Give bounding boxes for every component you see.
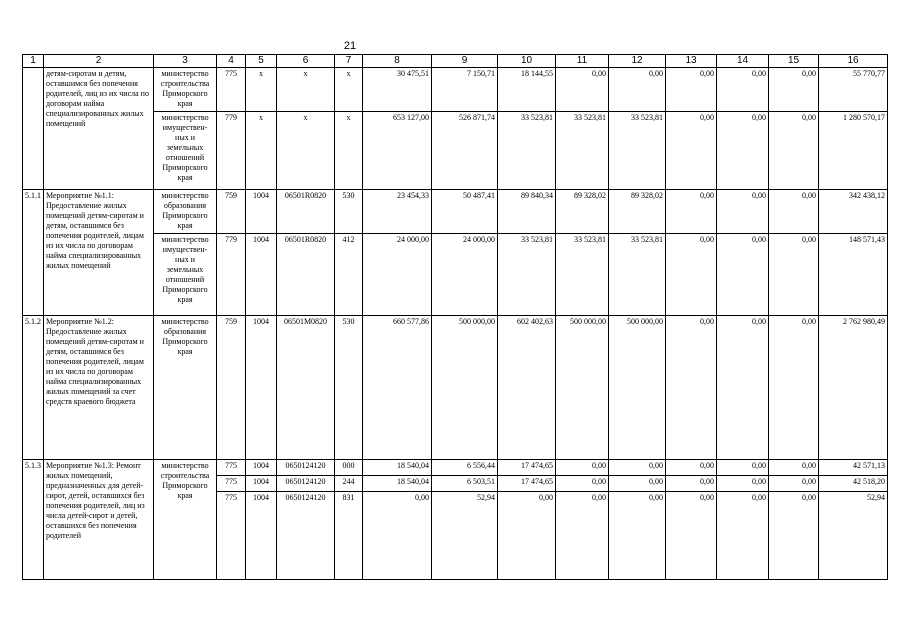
column-header: 16 xyxy=(819,55,888,68)
column-header: 12 xyxy=(609,55,666,68)
cell-c6: х xyxy=(277,68,335,112)
cell-c16: 2 762 980,49 xyxy=(819,316,888,460)
cell-c9: 24 000,00 xyxy=(432,234,498,316)
cell-c14: 0,00 xyxy=(717,68,769,112)
cell-c5: 1004 xyxy=(246,492,277,580)
cell-c5: 1004 xyxy=(246,190,277,234)
cell-c13: 0,00 xyxy=(666,492,717,580)
cell-c6: 06501R0820 xyxy=(277,190,335,234)
cell-c9: 52,94 xyxy=(432,492,498,580)
measure-name: детям-сиротам и детям, оставшимся без попечения родителей, лиц из их числа по договорам найма специализированных жилых помещений xyxy=(44,68,154,190)
cell-c14: 0,00 xyxy=(717,492,769,580)
cell-c16: 342 438,12 xyxy=(819,190,888,234)
cell-c7: 530 xyxy=(335,316,363,460)
cell-c14: 0,00 xyxy=(717,476,769,492)
cell-c15: 0,00 xyxy=(769,476,819,492)
cell-c8: 0,00 xyxy=(363,492,432,580)
cell-c12: 500 000,00 xyxy=(609,316,666,460)
cell-c8: 18 540,04 xyxy=(363,460,432,476)
cell-c4: 775 xyxy=(217,476,246,492)
cell-c9: 6 503,51 xyxy=(432,476,498,492)
organization: министерство строительства Приморского края xyxy=(154,460,217,580)
cell-c12: 33 523,81 xyxy=(609,112,666,190)
cell-c15: 0,00 xyxy=(769,68,819,112)
cell-c6: 0650124120 xyxy=(277,460,335,476)
cell-c13: 0,00 xyxy=(666,112,717,190)
column-header: 6 xyxy=(277,55,335,68)
column-header: 7 xyxy=(335,55,363,68)
cell-c12: 0,00 xyxy=(609,68,666,112)
cell-c14: 0,00 xyxy=(717,460,769,476)
measure-name: Мероприятие №1.2: Предоставление жилых помещений детям-сиротам и детям, оставшимся без попечения родителей, лицам из их числа по договорам найма специализированных жилых помещений за счет средств краевого бюджета xyxy=(44,316,154,460)
cell-c5: 1004 xyxy=(246,476,277,492)
cell-c9: 7 150,71 xyxy=(432,68,498,112)
cell-c16: 148 571,43 xyxy=(819,234,888,316)
column-header: 2 xyxy=(44,55,154,68)
cell-c9: 6 556,44 xyxy=(432,460,498,476)
cell-c9: 500 000,00 xyxy=(432,316,498,460)
cell-c8: 660 577,86 xyxy=(363,316,432,460)
cell-c5: 1004 xyxy=(246,234,277,316)
cell-c4: 759 xyxy=(217,190,246,234)
organization: министерство образования Приморского края xyxy=(154,316,217,460)
column-header: 9 xyxy=(432,55,498,68)
column-header: 13 xyxy=(666,55,717,68)
budget-table xyxy=(22,54,888,580)
cell-c4: 779 xyxy=(217,112,246,190)
cell-c10: 17 474,65 xyxy=(498,460,556,476)
cell-c8: 653 127,00 xyxy=(363,112,432,190)
cell-c13: 0,00 xyxy=(666,460,717,476)
cell-c5: 1004 xyxy=(246,316,277,460)
cell-c11: 0,00 xyxy=(556,492,609,580)
cell-c12: 89 328,02 xyxy=(609,190,666,234)
column-header: 4 xyxy=(217,55,246,68)
column-header: 8 xyxy=(363,55,432,68)
cell-c13: 0,00 xyxy=(666,316,717,460)
column-header: 5 xyxy=(246,55,277,68)
cell-c11: 89 328,02 xyxy=(556,190,609,234)
cell-c13: 0,00 xyxy=(666,476,717,492)
table-row xyxy=(23,460,888,476)
column-header-row xyxy=(23,55,888,68)
cell-c14: 0,00 xyxy=(717,190,769,234)
cell-c11: 500 000,00 xyxy=(556,316,609,460)
cell-c8: 18 540,04 xyxy=(363,476,432,492)
cell-c16: 52,94 xyxy=(819,492,888,580)
cell-c10: 18 144,55 xyxy=(498,68,556,112)
cell-c7: 244 xyxy=(335,476,363,492)
organization: министерство имуществен-ных и земельных отношений Приморского края xyxy=(154,234,217,316)
cell-c11: 33 523,81 xyxy=(556,234,609,316)
cell-c16: 42 571,13 xyxy=(819,460,888,476)
cell-c16: 55 770,77 xyxy=(819,68,888,112)
cell-c11: 0,00 xyxy=(556,68,609,112)
cell-c8: 23 454,33 xyxy=(363,190,432,234)
cell-c10: 33 523,81 xyxy=(498,112,556,190)
cell-c8: 24 000,00 xyxy=(363,234,432,316)
cell-c15: 0,00 xyxy=(769,316,819,460)
column-header: 15 xyxy=(769,55,819,68)
cell-c9: 50 487,41 xyxy=(432,190,498,234)
page-number: 21 xyxy=(343,40,357,52)
cell-c7: х xyxy=(335,112,363,190)
cell-c4: 759 xyxy=(217,316,246,460)
cell-c6: 06501R0820 xyxy=(277,234,335,316)
cell-c12: 0,00 xyxy=(609,492,666,580)
cell-c7: 000 xyxy=(335,460,363,476)
cell-c6: 0650124120 xyxy=(277,476,335,492)
cell-c4: 775 xyxy=(217,68,246,112)
cell-c12: 33 523,81 xyxy=(609,234,666,316)
cell-c15: 0,00 xyxy=(769,460,819,476)
cell-c14: 0,00 xyxy=(717,316,769,460)
row-number xyxy=(23,68,44,190)
cell-c4: 775 xyxy=(217,460,246,476)
measure-name: Мероприятие №1.1: Предоставление жилых помещений детям-сиротам и детям, оставшимся без попечения родителей, лицам из их числа по договорам найма специализированных жилых помещений xyxy=(44,190,154,316)
cell-c11: 33 523,81 xyxy=(556,112,609,190)
cell-c10: 602 402,63 xyxy=(498,316,556,460)
cell-c6: 06501М0820 xyxy=(277,316,335,460)
cell-c8: 30 475,51 xyxy=(363,68,432,112)
cell-c5: 1004 xyxy=(246,460,277,476)
cell-c10: 0,00 xyxy=(498,492,556,580)
cell-c15: 0,00 xyxy=(769,492,819,580)
cell-c10: 17 474,65 xyxy=(498,476,556,492)
cell-c5: х xyxy=(246,68,277,112)
cell-c7: 530 xyxy=(335,190,363,234)
cell-c13: 0,00 xyxy=(666,68,717,112)
cell-c6: 0650124120 xyxy=(277,492,335,580)
cell-c5: х xyxy=(246,112,277,190)
cell-c11: 0,00 xyxy=(556,476,609,492)
cell-c9: 526 871,74 xyxy=(432,112,498,190)
table-row xyxy=(23,68,888,112)
cell-c11: 0,00 xyxy=(556,460,609,476)
organization: министерство имуществен-ных и земельных отношений Приморского края xyxy=(154,112,217,190)
cell-c15: 0,00 xyxy=(769,112,819,190)
measure-name: Мероприятие №1.3: Ремонт жилых помещений, предназначенных для детей-сирот, детей, оставшихся без попечения родителей, лиц из числа детей-сирот и детей, оставшихся без попечения родителей xyxy=(44,460,154,580)
cell-c16: 42 518,20 xyxy=(819,476,888,492)
cell-c7: 412 xyxy=(335,234,363,316)
table-row xyxy=(23,316,888,460)
organization: министерство образования Приморского края xyxy=(154,190,217,234)
column-header: 11 xyxy=(556,55,609,68)
cell-c15: 0,00 xyxy=(769,190,819,234)
cell-c13: 0,00 xyxy=(666,234,717,316)
cell-c12: 0,00 xyxy=(609,476,666,492)
row-number: 5.1.2 xyxy=(23,316,44,460)
organization: министерство строительства Приморского края xyxy=(154,68,217,112)
row-number: 5.1.1 xyxy=(23,190,44,316)
cell-c4: 779 xyxy=(217,234,246,316)
cell-c14: 0,00 xyxy=(717,234,769,316)
cell-c15: 0,00 xyxy=(769,234,819,316)
column-header: 10 xyxy=(498,55,556,68)
table-row xyxy=(23,190,888,234)
column-header: 1 xyxy=(23,55,44,68)
row-number: 5.1.3 xyxy=(23,460,44,580)
column-header: 14 xyxy=(717,55,769,68)
cell-c12: 0,00 xyxy=(609,460,666,476)
cell-c14: 0,00 xyxy=(717,112,769,190)
cell-c6: х xyxy=(277,112,335,190)
cell-c16: 1 280 570,17 xyxy=(819,112,888,190)
cell-c7: 831 xyxy=(335,492,363,580)
column-header: 3 xyxy=(154,55,217,68)
cell-c4: 775 xyxy=(217,492,246,580)
cell-c10: 33 523,81 xyxy=(498,234,556,316)
cell-c7: х xyxy=(335,68,363,112)
cell-c10: 89 840,34 xyxy=(498,190,556,234)
cell-c13: 0,00 xyxy=(666,190,717,234)
